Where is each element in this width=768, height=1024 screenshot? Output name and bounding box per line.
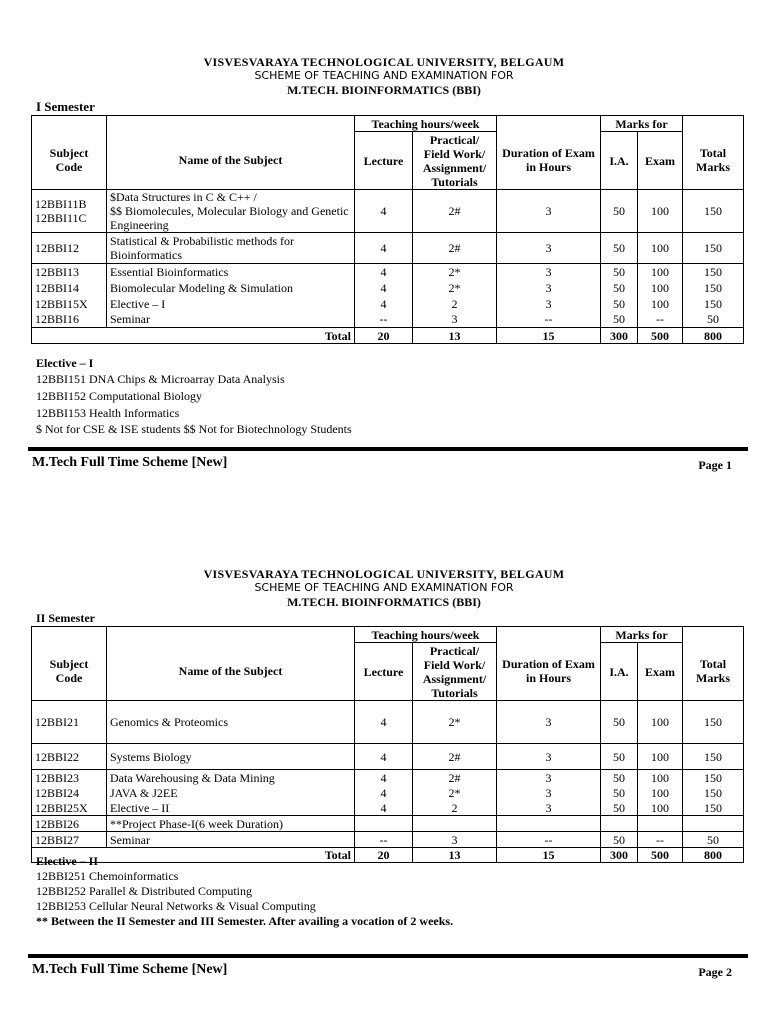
exam-header: Exam — [638, 643, 683, 701]
subject-code: 12BBI22 — [32, 744, 107, 770]
elective-title: Elective – II — [36, 854, 98, 868]
semester-title: II Semester — [36, 611, 95, 625]
table-row: 12BBI15X Elective – I 4 2 3 50 100 150 — [32, 296, 744, 312]
subject-name: Elective – I — [107, 296, 355, 312]
program-title: M.TECH. BIOINFORMATICS (BBI) — [287, 595, 481, 609]
university-name: VISVESVARAYA TECHNOLOGICAL UNIVERSITY, BELGAUM — [203, 567, 565, 581]
subject-code: 12BBI13 — [32, 264, 107, 280]
university-name: VISVESVARAYA TECHNOLOGICAL UNIVERSITY, BELGAUM — [203, 55, 565, 69]
table-row — [32, 816, 744, 832]
subject-name: **Project Phase-I(6 week Duration) — [107, 816, 355, 832]
table-row: 12BBI12 Statistical & Probabilistic methods for Bioinformatics 4 2# 3 50 100 150 — [32, 233, 744, 264]
subject-name: Systems Biology — [107, 744, 355, 770]
scheme-table — [31, 626, 744, 863]
elective-title: Elective – I — [36, 356, 94, 370]
ia-header: I.A. — [601, 643, 638, 701]
scheme-title: SCHEME OF TEACHING AND EXAMINATION FOR — [254, 581, 514, 594]
elective-item: 12BBI152 Computational Biology — [36, 389, 203, 403]
total-marks-header: Total Marks — [683, 132, 744, 190]
subject-name: $Data Structures in C & C++ / $$ Biomolecules, Molecular Biology and Genetic Engineering — [107, 190, 355, 233]
footnote: $ Not for CSE & ISE students $$ Not for Biotechnology Students — [36, 422, 352, 436]
table-row: 12BBI21 Genomics & Proteomics 4 2* 3 50 100 150 — [32, 701, 744, 744]
table-row: 12BBI23 Data Warehousing & Data Mining 4 2# 3 50 100 150 — [32, 770, 744, 786]
table-row: 12BBI25X Elective – II 4 2 3 50 100 150 — [32, 801, 744, 816]
subject-name: Seminar — [107, 312, 355, 328]
subject-code: 12BBI27 — [32, 832, 107, 848]
teaching-hours-header: Teaching hours/week — [355, 627, 497, 643]
elective-item: 12BBI151 DNA Chips & Microarray Data Analysis — [36, 372, 285, 386]
exam-header: Exam — [638, 132, 683, 190]
elective-notes — [36, 854, 453, 929]
subject-name-header: Name of the Subject — [107, 132, 355, 190]
page-number: Page 1 — [698, 458, 732, 472]
subject-code: 12BBI11B 12BBI11C — [32, 190, 107, 233]
page-footer — [28, 954, 748, 979]
marks-for-header: Marks for — [601, 627, 683, 643]
total-label: Total — [32, 328, 355, 344]
elective-item: 12BBI253 Cellular Neural Networks & Visual Computing — [36, 899, 316, 913]
subject-code: 12BBI16 — [32, 312, 107, 328]
subject-code: 12BBI15X — [32, 296, 107, 312]
subject-code: 12BBI26 — [32, 816, 107, 832]
footer-title: M.Tech Full Time Scheme [New] — [32, 455, 228, 470]
scheme-table — [31, 115, 744, 344]
subject-code-header: Subject Code — [32, 643, 107, 701]
table-row: 12BBI11B 12BBI11C $Data Structures in C & C++ / $$ Biomolecules, Molecular Biology and Genetic Engineering 4 2# 3 50 100 150 — [32, 190, 744, 233]
footnote: ** Between the II Semester and III Semester. After availing a vocation of 2 weeks. — [36, 914, 454, 928]
total-marks-header: Total Marks — [683, 643, 744, 701]
program-title: M.TECH. BIOINFORMATICS (BBI) — [287, 83, 481, 97]
table-row: 12BBI27 Seminar -- 3 -- 50 -- 50 — [32, 832, 744, 848]
elective-item: 12BBI251 Chemoinformatics — [36, 869, 179, 883]
subject-name-header: Name of the Subject — [107, 643, 355, 701]
subject-code-header: Subject Code — [32, 132, 107, 190]
subject-code: 12BBI12 — [32, 233, 107, 264]
page-footer — [28, 447, 748, 472]
table-row: 12BBI22 Systems Biology 4 2# 3 50 100 150 — [32, 744, 744, 770]
subject-name: Essential Bioinformatics — [107, 264, 355, 280]
subject-name: Seminar — [107, 832, 355, 848]
document-header — [0, 567, 768, 609]
practical-header: Practical/ Field Work/ Assignment/ Tutorials — [413, 643, 497, 701]
duration-header: Duration of Exam in Hours — [497, 643, 601, 701]
elective-item: 12BBI252 Parallel & Distributed Computing — [36, 884, 252, 898]
lecture-header: Lecture — [355, 643, 413, 701]
ia-header: I.A. — [601, 132, 638, 190]
subject-code: 12BBI23 — [32, 770, 107, 786]
page-number: Page 2 — [698, 965, 732, 979]
duration-header: Duration of Exam in Hours — [497, 132, 601, 190]
subject-name: Genomics & Proteomics — [107, 701, 355, 744]
lecture-header: Lecture — [355, 132, 413, 190]
subject-name: Elective – II — [107, 801, 355, 816]
subject-name: Data Warehousing & Data Mining — [107, 770, 355, 786]
scheme-title: SCHEME OF TEACHING AND EXAMINATION FOR — [254, 69, 514, 82]
subject-name: JAVA & J2EE — [107, 786, 355, 801]
table-row: 12BBI16 Seminar -- 3 -- 50 -- 50 — [32, 312, 744, 328]
table-row: 12BBI24 JAVA & J2EE 4 2* 3 50 100 150 — [32, 786, 744, 801]
subject-name: Statistical & Probabilistic methods for Bioinformatics — [107, 233, 355, 264]
practical-header: Practical/ Field Work/ Assignment/ Tutorials — [413, 132, 497, 190]
total-row: Total 20 13 15 300 500 800 — [32, 848, 744, 863]
subject-name: Biomolecular Modeling & Simulation — [107, 280, 355, 296]
table-row: 12BBI13 Essential Bioinformatics 4 2* 3 50 100 150 — [32, 264, 744, 280]
table-row: 12BBI14 Biomolecular Modeling & Simulation 4 2* 3 50 100 150 — [32, 280, 744, 296]
total-label: Total — [32, 848, 355, 863]
marks-for-header: Marks for — [601, 116, 683, 132]
elective-notes — [36, 355, 352, 437]
elective-item: 12BBI153 Health Informatics — [36, 406, 180, 420]
subject-code: 12BBI24 — [32, 786, 107, 801]
subject-code: 12BBI14 — [32, 280, 107, 296]
subject-code: 12BBI21 — [32, 701, 107, 744]
teaching-hours-header: Teaching hours/week — [355, 116, 497, 132]
document-header — [0, 55, 768, 97]
subject-code: 12BBI25X — [32, 801, 107, 816]
total-row: Total 20 13 15 300 500 800 — [32, 328, 744, 344]
semester-title: I Semester — [36, 99, 95, 114]
footer-title: M.Tech Full Time Scheme [New] — [32, 962, 228, 977]
